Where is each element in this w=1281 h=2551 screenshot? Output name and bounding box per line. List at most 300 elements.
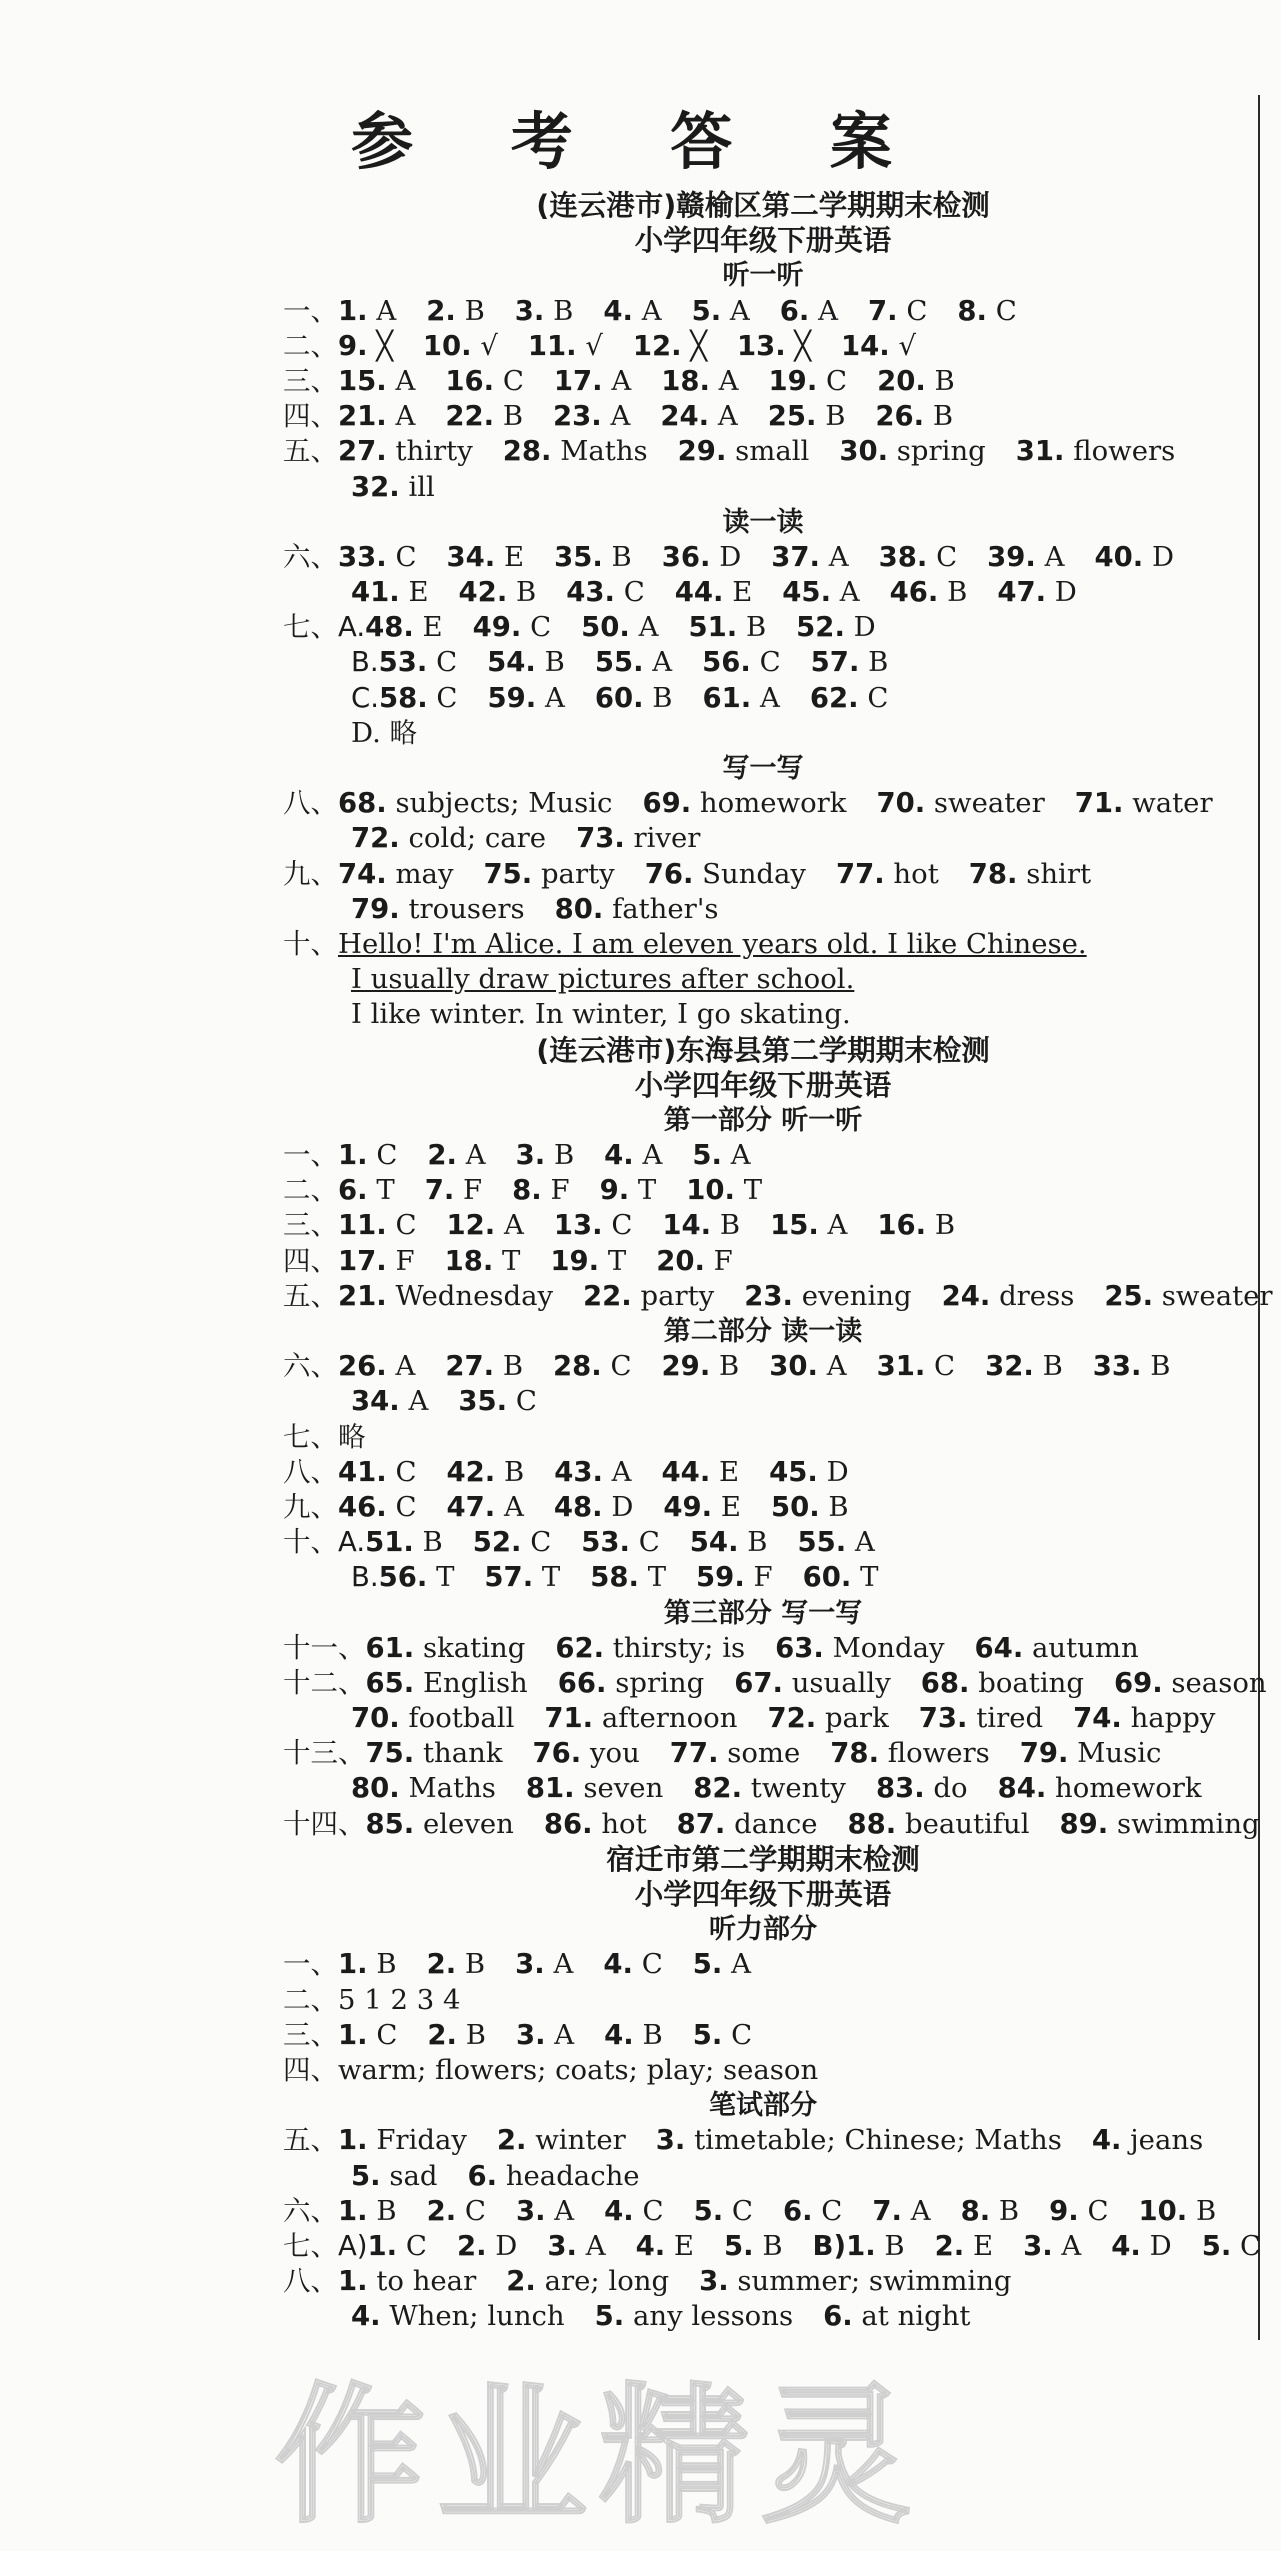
- question-number: 69.: [642, 787, 692, 820]
- answer-line: [283, 2053, 1243, 2088]
- answer-item: [1073, 1702, 1215, 1734]
- question-group-label: 五、: [283, 2124, 338, 2157]
- answer-text: B: [747, 1526, 768, 1559]
- answer-item: [544, 1808, 647, 1840]
- question-number: 67.: [734, 1666, 783, 1699]
- answer-text: D: [853, 611, 876, 644]
- answer-content: [283, 188, 1273, 2334]
- answer-text: Sunday: [702, 857, 806, 890]
- question-group-label: 一、: [283, 1948, 338, 1981]
- answer-text: thank: [422, 1737, 503, 1770]
- answer-item: [427, 2019, 486, 2051]
- question-number: 9.: [338, 329, 368, 362]
- question-number: 87.: [676, 1807, 726, 1840]
- answer-text: D: [611, 1490, 634, 1523]
- question-number: 56.: [702, 646, 751, 679]
- answer-item: [670, 1737, 801, 1769]
- question-number: 4.: [1111, 2229, 1141, 2262]
- answer-text: B: [652, 681, 673, 714]
- answer-text: A: [554, 2018, 575, 2051]
- question-number: 51.: [365, 1526, 414, 1559]
- answer-item: [338, 1491, 417, 1523]
- answer-item: [957, 295, 1016, 327]
- answer-text: A: [610, 400, 631, 433]
- answer-item: [351, 893, 525, 925]
- answer-text: √: [898, 329, 916, 362]
- answer-text: B: [503, 1455, 525, 1488]
- answer-text: football: [408, 1702, 515, 1735]
- answer-item: [782, 576, 859, 608]
- answer-text: autumn: [1032, 1631, 1139, 1664]
- question-number: 42.: [446, 1455, 496, 1488]
- answer-text: B: [868, 646, 889, 679]
- answer-line: [283, 575, 1243, 610]
- question-group-label: C.: [351, 681, 379, 714]
- answer-item: [528, 330, 603, 362]
- answer-text: A: [826, 1350, 847, 1383]
- answer-text: A: [503, 1490, 524, 1523]
- answer-text: ill: [408, 470, 435, 503]
- answer-item: [1093, 1350, 1171, 1382]
- question-group-label: 七、A): [283, 2229, 368, 2262]
- answer-text: T: [860, 1561, 879, 1594]
- question-number: 58.: [590, 1561, 639, 1594]
- answer-item: [427, 2195, 486, 2227]
- answer-item: [744, 1280, 911, 1312]
- answer-line: [283, 1771, 1243, 1806]
- answer-text: B: [516, 576, 537, 609]
- margin-rule: [1258, 95, 1260, 2340]
- answer-text: B: [553, 1139, 575, 1172]
- answer-item: [590, 1561, 666, 1593]
- answer-item: [1092, 2124, 1203, 2156]
- answer-text: A: [585, 2229, 606, 2262]
- answer-item: [338, 1174, 395, 1206]
- answer-item: [839, 435, 985, 467]
- question-number: 55.: [594, 646, 644, 679]
- answer-text: F: [395, 1244, 415, 1277]
- question-number: 53.: [581, 1526, 630, 1559]
- answer-item: [961, 2195, 1020, 2227]
- question-group-label: 十四、: [283, 1807, 366, 1840]
- answer-item: [483, 858, 614, 890]
- answer-text: B: [464, 294, 485, 327]
- answer-item: [604, 2195, 663, 2227]
- question-group-label: B.: [351, 646, 379, 679]
- question-number: 41.: [338, 1455, 387, 1488]
- question-number: 74.: [1073, 1702, 1122, 1735]
- answer-text: F: [713, 1244, 733, 1277]
- answer-text: C: [731, 2194, 753, 2227]
- answer-text: dress: [999, 1279, 1075, 1312]
- answer-item: [365, 611, 443, 643]
- question-number: 44.: [674, 576, 724, 609]
- answer-item: [876, 787, 1044, 819]
- question-number: 15.: [338, 364, 387, 397]
- answer-text: jeans: [1130, 2124, 1204, 2157]
- answer-item: [692, 1139, 750, 1171]
- question-number: 52.: [796, 611, 845, 644]
- answer-item: [351, 471, 435, 503]
- answer-line: [283, 1138, 1243, 1173]
- question-number: 23.: [553, 400, 602, 433]
- question-group-label: 十三、: [283, 1737, 366, 1770]
- question-number: 1.: [338, 2124, 368, 2157]
- answer-item: [338, 2195, 397, 2227]
- answer-text: A: [718, 364, 739, 397]
- answer-item: [473, 611, 552, 643]
- question-number: 29.: [677, 435, 727, 468]
- question-number: 44.: [661, 1455, 711, 1488]
- answer-text: beautiful: [904, 1807, 1030, 1840]
- answer-item: [445, 400, 523, 432]
- answer-item: [987, 541, 1064, 573]
- answer-item: [693, 1948, 751, 1980]
- question-number: 2.: [506, 2265, 536, 2298]
- answer-item: [985, 1350, 1063, 1382]
- question-number: 5.: [594, 2300, 625, 2333]
- answer-item: [366, 1737, 503, 1769]
- question-group-label: 五、: [283, 435, 338, 468]
- answer-line: [283, 540, 1243, 575]
- question-number: 7.: [872, 2194, 902, 2227]
- question-number: 2.: [934, 2229, 965, 2262]
- question-number: 38.: [878, 540, 928, 573]
- answer-item: [506, 2265, 669, 2297]
- answer-line: [283, 2159, 1243, 2194]
- question-number: 69.: [1113, 1666, 1163, 1699]
- answer-text: river: [633, 822, 701, 855]
- answer-line: [283, 645, 1243, 680]
- answer-item: [693, 1772, 846, 1804]
- answer-text: A: [642, 1139, 663, 1172]
- answer-text: T: [502, 1244, 521, 1277]
- answer-text: B: [502, 1350, 524, 1383]
- question-number: 4.: [351, 2300, 381, 2333]
- question-number: 76.: [644, 857, 694, 890]
- question-group-label: B.: [351, 1561, 379, 1594]
- answer-item: [803, 1561, 879, 1593]
- answer-text: do: [933, 1772, 968, 1805]
- answer-item: [662, 1350, 740, 1382]
- question-number: 17.: [338, 1244, 387, 1277]
- question-number: 1.: [338, 1948, 368, 1981]
- question-number: 65.: [365, 1666, 415, 1699]
- answer-text: 略: [338, 1420, 366, 1453]
- answer-item: [677, 1808, 818, 1840]
- answer-item: [338, 400, 415, 432]
- answer-text: C: [395, 1209, 417, 1242]
- answer-text: A: [839, 576, 860, 609]
- question-number: 48.: [553, 1490, 603, 1523]
- question-number: 16.: [445, 364, 495, 397]
- question-number: 47.: [997, 576, 1047, 609]
- answer-text: C: [376, 1139, 398, 1172]
- answer-item: [338, 541, 417, 573]
- answer-text: A: [1044, 540, 1065, 573]
- answer-item: [338, 1350, 415, 1382]
- answer-item: [447, 1491, 524, 1523]
- answer-text: hot: [893, 857, 939, 890]
- answer-text: ╳: [794, 329, 811, 362]
- answer-text: B: [1042, 1350, 1063, 1383]
- question-number: 53.: [378, 646, 428, 679]
- answer-line: [283, 2264, 1243, 2299]
- answer-line: [283, 2194, 1243, 2229]
- answer-text: When; lunch: [389, 2300, 565, 2333]
- answer-text: A: [376, 294, 397, 327]
- answer-item: [516, 2195, 574, 2227]
- answer-line: [283, 1666, 1267, 1701]
- answer-text: A: [759, 681, 780, 714]
- answer-item: [516, 1139, 575, 1171]
- answer-text: A: [828, 540, 849, 573]
- answer-item: [516, 2019, 574, 2051]
- answer-item: [447, 541, 525, 573]
- answer-line: [283, 1701, 1243, 1736]
- answer-text: C: [436, 646, 458, 679]
- answer-text: D: [1054, 576, 1077, 609]
- answer-item: [581, 1526, 660, 1558]
- answer-text: skating: [422, 1631, 526, 1664]
- answer-item: [427, 1139, 485, 1171]
- answer-text: season: [1171, 1666, 1267, 1699]
- answer-line: [283, 997, 1243, 1032]
- question-number: 71.: [1074, 787, 1124, 820]
- answer-item: [603, 1948, 662, 1980]
- answer-text: B: [465, 2018, 486, 2051]
- answer-text: √: [585, 329, 603, 362]
- answer-item: [696, 1561, 773, 1593]
- answer-item: [686, 1174, 762, 1206]
- answer-item: [783, 2195, 842, 2227]
- question-number: 25.: [1104, 1279, 1154, 1312]
- answer-item: [553, 1350, 632, 1382]
- answer-text: A: [611, 1455, 632, 1488]
- answer-item: [366, 1667, 528, 1699]
- answer-item: [533, 1737, 640, 1769]
- watermark-logo: 作业精灵: [275, 2370, 924, 2544]
- question-group-label: 四、: [283, 400, 338, 433]
- answer-text: C: [826, 364, 848, 397]
- answer-item: [636, 2230, 694, 2262]
- question-group-label: 十一、: [283, 1631, 366, 1664]
- answer-item: [662, 1209, 740, 1241]
- answer-item: [841, 330, 916, 362]
- subsection-heading: 第一部分 听一听: [663, 1104, 863, 1136]
- answer-text: tired: [976, 1702, 1044, 1735]
- answer-item: [547, 2230, 605, 2262]
- answer-item: [351, 1772, 496, 1804]
- answer-text: B: [422, 1526, 443, 1559]
- question-number: 9.: [599, 1174, 630, 1207]
- answer-text: park: [824, 1702, 889, 1735]
- question-number: 18.: [661, 364, 710, 397]
- answer-text: B: [762, 2229, 783, 2262]
- answer-line: [283, 399, 1243, 434]
- question-number: 32.: [351, 470, 400, 503]
- answer-line: [283, 1173, 1243, 1208]
- answer-text: trousers: [408, 892, 525, 925]
- answer-text: √: [480, 329, 498, 362]
- question-number: 10.: [1138, 2194, 1188, 2227]
- question-number: 8.: [957, 294, 987, 327]
- question-number: 30.: [839, 435, 889, 468]
- question-group-label: 十、: [283, 927, 338, 960]
- question-number: 21.: [338, 400, 387, 433]
- answer-item: [558, 1667, 704, 1699]
- answer-item: [1139, 2195, 1217, 2227]
- question-group-label: 三、: [283, 364, 338, 397]
- answer-text: C: [395, 540, 417, 573]
- answer-item: [351, 822, 546, 854]
- answer-text: C: [395, 1490, 417, 1523]
- answer-item: [1075, 787, 1213, 819]
- answer-item: [338, 1209, 417, 1241]
- question-number: 62.: [809, 681, 859, 714]
- answer-item: [554, 1491, 634, 1523]
- answer-item: [1023, 2230, 1081, 2262]
- answer-item: [550, 1245, 626, 1277]
- question-group-label: 五、: [283, 1279, 338, 1312]
- answer-text: flowers: [887, 1737, 990, 1770]
- question-number: 2.: [427, 2018, 457, 2051]
- question-number: 17.: [553, 364, 603, 397]
- answer-item: [998, 1772, 1202, 1804]
- answer-item: [796, 611, 876, 643]
- question-number: 6.: [779, 294, 810, 327]
- answer-item: [813, 2230, 905, 2262]
- answer-text: C: [611, 1209, 633, 1242]
- question-number: 39.: [987, 540, 1036, 573]
- answer-line: [283, 1983, 1243, 2018]
- question-number: 3.: [515, 2018, 546, 2051]
- answer-text: T: [541, 1561, 561, 1594]
- question-number: 4.: [635, 2229, 666, 2262]
- answer-line: [283, 364, 1243, 399]
- answer-text: A: [638, 611, 659, 644]
- answer-line: [283, 2299, 1243, 2334]
- question-number: 77.: [669, 1737, 719, 1770]
- answer-text: C: [623, 576, 645, 609]
- answer-text: B: [464, 1948, 486, 1981]
- answer-text: ╳: [690, 329, 707, 362]
- answer-item: [487, 646, 565, 678]
- answer-item: [661, 365, 738, 397]
- question-number: 3.: [515, 2194, 546, 2227]
- answer-text: C: [641, 1948, 663, 1981]
- answer-item: [555, 1632, 745, 1664]
- question-number: 43.: [566, 576, 615, 609]
- answer-text: D: [1151, 540, 1175, 573]
- question-number: 71.: [544, 1702, 594, 1735]
- question-number: 76.: [532, 1737, 582, 1770]
- question-number: 2.: [426, 294, 456, 327]
- question-number: 33.: [1092, 1350, 1142, 1383]
- answer-item: [879, 541, 958, 573]
- question-number: 63.: [775, 1631, 824, 1664]
- answer-item: [487, 682, 564, 714]
- answer-item: [872, 2195, 930, 2227]
- answer-item: [997, 576, 1077, 608]
- answer-text: flowers: [1073, 435, 1176, 468]
- question-number: 33.: [338, 540, 387, 573]
- answer-text: E: [972, 2229, 994, 2262]
- question-number: 49.: [472, 611, 522, 644]
- question-number: 61.: [702, 681, 752, 714]
- subsection-heading: 听一听: [722, 260, 804, 292]
- subsection-heading: 第三部分 写一写: [663, 1597, 863, 1629]
- answer-item: [692, 295, 750, 327]
- answer-item: [457, 2230, 517, 2262]
- answer-item: [515, 295, 574, 327]
- answer-item: [823, 2300, 970, 2332]
- question-number: 36.: [661, 540, 711, 573]
- answer-text: B: [553, 294, 574, 327]
- question-number: 52.: [472, 1526, 522, 1559]
- question-number: 45.: [769, 1455, 818, 1488]
- question-number: 6.: [467, 2159, 498, 2192]
- question-number: 31.: [876, 1350, 926, 1383]
- answer-item: [497, 2124, 626, 2156]
- answer-item: [338, 2265, 476, 2297]
- answer-item: [595, 646, 672, 678]
- question-number: 60.: [802, 1561, 852, 1594]
- answer-text: small: [735, 435, 810, 468]
- answer-item: [663, 1491, 741, 1523]
- answer-item: [780, 295, 838, 327]
- answer-text: dance: [734, 1807, 818, 1840]
- question-number: 35.: [458, 1385, 508, 1418]
- answer-item: [830, 1737, 989, 1769]
- answer-item: [338, 787, 612, 819]
- question-number: 75.: [365, 1737, 415, 1770]
- question-number: 14.: [662, 1209, 712, 1242]
- answer-item: [699, 2265, 1011, 2297]
- question-number: 20.: [656, 1244, 705, 1277]
- question-number: 7.: [424, 1174, 455, 1207]
- answer-text: A: [408, 1385, 429, 1418]
- answer-text: C: [530, 611, 552, 644]
- answer-text: C: [821, 2194, 843, 2227]
- answer-text: 5 1 2 3 4: [338, 1983, 461, 2016]
- answer-text: A: [503, 1209, 524, 1242]
- answer-item: [1111, 2230, 1171, 2262]
- question-number: 4.: [603, 1948, 633, 1981]
- answer-text: C: [936, 540, 958, 573]
- question-number: 12.: [632, 329, 682, 362]
- answer-text: C: [867, 681, 889, 714]
- question-group-label: 三、: [283, 1209, 338, 1242]
- answer-line: [283, 1244, 1243, 1279]
- answer-text: cold; care: [408, 822, 547, 855]
- answer-item: [576, 822, 700, 854]
- answer-item: [797, 1526, 874, 1558]
- question-number: 1.: [338, 294, 368, 327]
- question-number: 4.: [604, 2018, 634, 2051]
- question-number: 73.: [576, 822, 625, 855]
- answer-item: [351, 2300, 565, 2332]
- answer-text: hot: [601, 1807, 647, 1840]
- answer-item: [338, 1139, 397, 1171]
- answer-text: T: [607, 1244, 627, 1277]
- answer-text: A: [544, 681, 565, 714]
- answer-text: C: [759, 646, 781, 679]
- answer-item: [338, 2019, 397, 2051]
- answer-text: B: [828, 1490, 849, 1523]
- question-number: 56.: [378, 1561, 428, 1594]
- question-number: 4.: [604, 2194, 634, 2227]
